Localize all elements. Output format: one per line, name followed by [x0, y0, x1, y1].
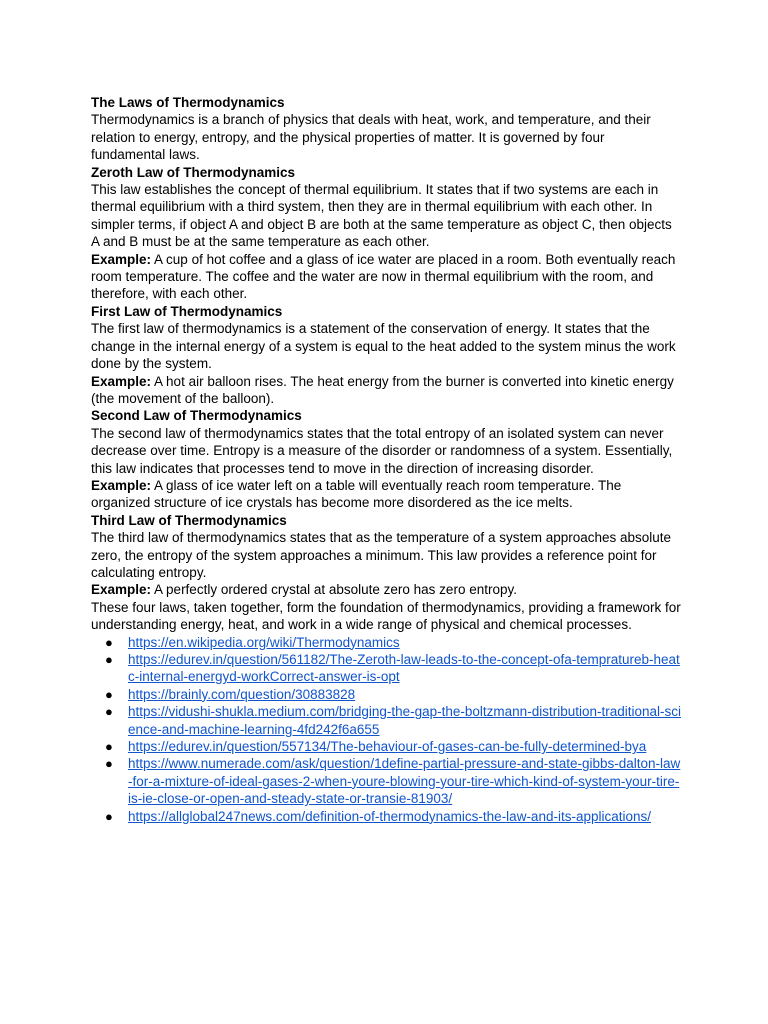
- example-label: Example:: [91, 251, 152, 267]
- list-item: [91, 634, 682, 651]
- reference-links-list: [91, 634, 682, 825]
- list-item: [91, 651, 682, 686]
- section-example: [91, 581, 682, 598]
- example-text: A perfectly ordered crystal at absolute zero has zero entropy.: [151, 582, 517, 598]
- example-label: Example:: [91, 582, 152, 598]
- section-example: [91, 373, 682, 408]
- list-item: [91, 686, 682, 703]
- law-section-first: [91, 303, 682, 407]
- bullet-icon: ●: [105, 704, 113, 720]
- law-section-zeroth: [91, 164, 682, 303]
- bullet-icon: ●: [105, 652, 113, 667]
- document-title: The Laws of Thermodynamics: [91, 95, 285, 110]
- reference-link[interactable]: https://allglobal247news.com/definition-of-thermodynamics-the-law-and-its-applications/: [128, 808, 651, 824]
- law-section-third: [91, 512, 682, 599]
- bullet-icon: ●: [105, 739, 113, 755]
- list-item: [91, 755, 682, 807]
- section-body: This law establishes the concept of thermal equilibrium. It states that if two systems are each in thermal equilibrium with a third system, then they are in thermal equilibrium with each other. In simpler terms, if object A and object B are both at the same temperature as object C, then objects A and B must be at the same temperature as each other.: [91, 182, 672, 250]
- section-heading: First Law of Thermodynamics: [91, 303, 283, 319]
- section-body: The first law of thermodynamics is a statement of the conservation of energy. It states that the change in the internal energy of a system is equal to the heat added to the system minus the work done by the system.: [91, 321, 676, 372]
- section-example: [91, 251, 682, 303]
- reference-link[interactable]: https://vidushi-shukla.medium.com/bridging-the-gap-the-boltzmann-distribution-traditional-science-and-machine-learning-4fd242f6a655: [128, 704, 681, 737]
- example-text: A cup of hot coffee and a glass of ice water are placed in a room. Both eventually reach room temperature. The coffee and the water are now in thermal equilibrium with the room, and therefore, with each other.: [91, 251, 676, 302]
- conclusion-paragraph: These four laws, taken together, form the foundation of thermodynamics, providing a framework for understanding energy, heat, and work in a wide range of physical and chemical processes.: [91, 599, 681, 633]
- reference-link[interactable]: https://edurev.in/question/557134/The-behaviour-of-gases-can-be-fully-determined-bya: [128, 739, 647, 755]
- example-label: Example:: [91, 373, 152, 389]
- reference-link[interactable]: https://en.wikipedia.org/wiki/Thermodynamics: [128, 634, 400, 650]
- bullet-icon: ●: [105, 756, 113, 772]
- section-heading: Zeroth Law of Thermodynamics: [91, 164, 296, 180]
- reference-link[interactable]: https://www.numerade.com/ask/question/1define-partial-pressure-and-state-gibbs-dalton-law-for-a-mixture-of-ideal-gases-2-when-youre-blowing-your-tire-which-kind-of-system-your-tire-is-ie-close-or-open-and-steady-state-or-transie-81903/: [128, 756, 681, 807]
- reference-link[interactable]: https://edurev.in/question/561182/The-Zeroth-law-leads-to-the-concept-ofa-tempratureb-heatc-internal-energyd-workCorrect-answer-is-opt: [128, 652, 680, 685]
- section-example: [91, 477, 682, 512]
- reference-link[interactable]: https://brainly.com/question/30883828: [128, 686, 356, 702]
- example-text: A glass of ice water left on a table will eventually reach room temperature. The organized structure of ice crystals has become more disordered as the ice melts.: [91, 477, 622, 511]
- bullet-icon: ●: [105, 686, 113, 702]
- section-body: The second law of thermodynamics states that the total entropy of an isolated system can never decrease over time. Entropy is a measure of the disorder or randomness of a system. Essentially, this law indicates that processes tend to move in the direction of increasing disorder.: [91, 425, 673, 476]
- bullet-icon: ●: [105, 634, 113, 650]
- section-heading: Third Law of Thermodynamics: [91, 512, 287, 528]
- list-item: [91, 808, 682, 825]
- list-item: [91, 703, 682, 738]
- intro-paragraph: Thermodynamics is a branch of physics that deals with heat, work, and temperature, and their relation to energy, entropy, and the physical properties of matter. It is governed by four fundamental laws.: [91, 112, 651, 163]
- example-text: A hot air balloon rises. The heat energy from the burner is converted into kinetic energy (the movement of the balloon).: [91, 373, 674, 406]
- example-label: Example:: [91, 477, 152, 493]
- section-heading: Second Law of Thermodynamics: [91, 408, 302, 424]
- list-item: [91, 738, 682, 755]
- bullet-icon: ●: [105, 808, 113, 824]
- section-body: The third law of thermodynamics states that as the temperature of a system approaches absolute zero, the entropy of the system approaches a minimum. This law provides a reference point for calculating entropy.: [91, 530, 672, 580]
- law-section-second: [91, 407, 682, 511]
